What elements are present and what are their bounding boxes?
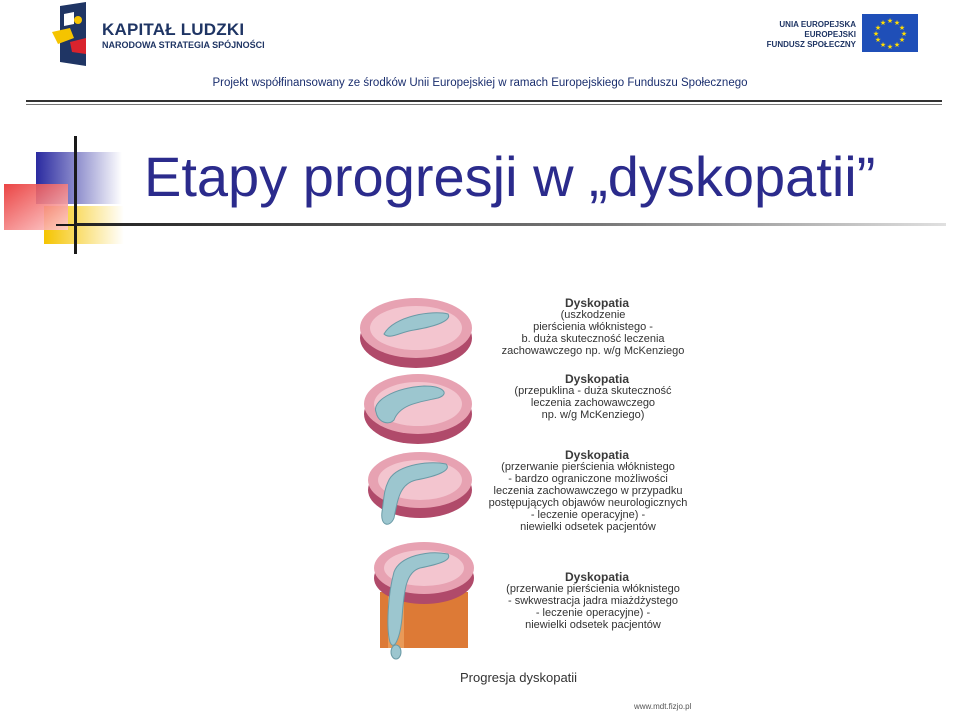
stage-4-description: (przerwanie pierścienia włóknistego - swkwestracja jadra miażdżystego - leczenie operacyjne) - niewielki odsetek pacjentów <box>506 583 680 631</box>
svg-text:★: ★ <box>879 41 887 49</box>
svg-text:★: ★ <box>874 36 882 44</box>
eu-flag-icon <box>862 14 918 52</box>
svg-text:★: ★ <box>886 17 894 25</box>
decorative-squares <box>0 130 130 260</box>
stage-1-description: (uszkodzenie pierścienia włóknistego - b. duża skuteczność leczenia zachowawczego np. w/g McKenziego <box>501 309 685 357</box>
eu-logo-text <box>767 20 856 50</box>
kapital-ludzki-title: KAPITAŁ LUDZKI <box>102 20 245 39</box>
title-underline <box>76 223 946 226</box>
svg-text:★: ★ <box>872 30 880 38</box>
eu-line-european: EUROPEJSKI <box>804 30 856 39</box>
header-divider <box>26 100 942 106</box>
slide-title: Etapy progresji w „dyskopatii” <box>144 145 876 208</box>
svg-text:★: ★ <box>893 19 901 27</box>
svg-text:★: ★ <box>874 24 882 32</box>
stage-4-title: Dyskopatia <box>564 570 630 584</box>
figure-caption: Progresja dyskopatii <box>460 670 578 685</box>
svg-text:★: ★ <box>886 43 894 51</box>
stage-2-description: (przepuklina - duża skuteczność leczenia zachowawczego np. w/g McKenziego) <box>514 385 672 421</box>
svg-text:★: ★ <box>898 24 906 32</box>
svg-text:★: ★ <box>893 41 901 49</box>
figure-source: www.mdt.fizjo.pl <box>634 702 692 711</box>
stage-1-title: Dyskopatia <box>564 296 630 310</box>
eu-line-union: UNIA EUROPEJSKA <box>779 20 856 29</box>
stage-2-title: Dyskopatia <box>564 372 630 386</box>
stage-3-description: (przerwanie pierścienia włóknistego - bardzo ograniczone możliwości leczenia zachowawczego w przypadku postępujących objawów neurologicznych - leczenie operacyjne) - niewielki odsetek pacjentów <box>488 461 688 533</box>
svg-text:★: ★ <box>898 36 906 44</box>
disc-progression-figure <box>354 288 716 668</box>
disc-illustration-stage-4 <box>354 534 478 662</box>
eu-line-social-fund: FUNDUSZ SPOŁECZNY <box>766 40 856 49</box>
project-cofinancing-line: Projekt współfinansowany ze środków Unii Europejskiej w ramach Europejskiego Funduszu Społecznego <box>212 77 748 89</box>
kapital-ludzki-subtitle: NARODOWA STRATEGIA SPÓJNOŚCI <box>102 40 265 50</box>
svg-text:★: ★ <box>879 19 887 27</box>
stage-3-title: Dyskopatia <box>564 448 630 462</box>
svg-text:★: ★ <box>900 30 908 38</box>
